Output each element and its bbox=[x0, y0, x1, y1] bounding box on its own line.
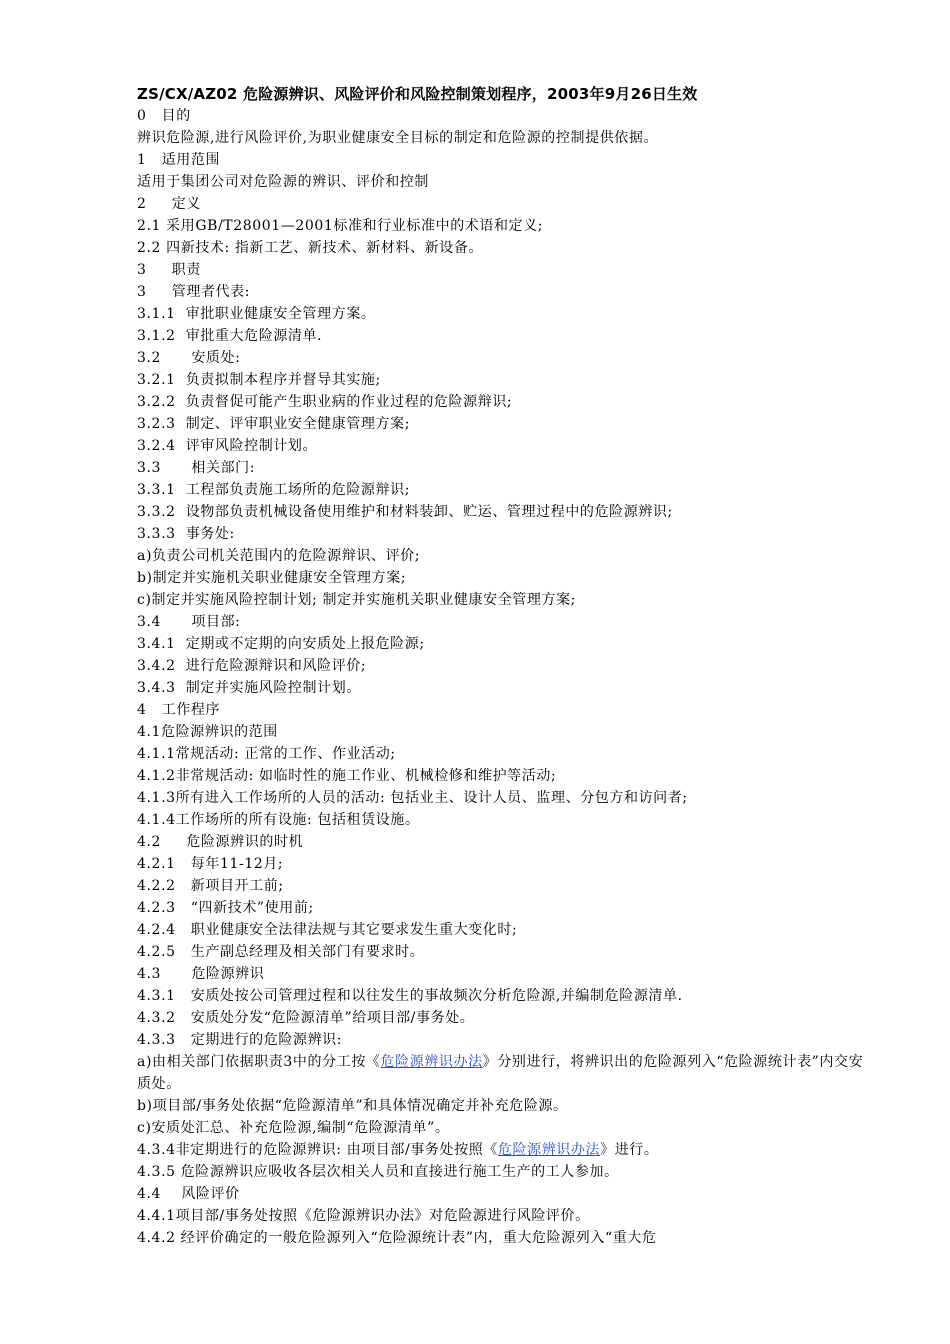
doc-line: 2 定义 bbox=[137, 196, 201, 212]
doc-line: 4.2.4 职业健康安全法律法规与其它要求发生重大变化时; bbox=[137, 922, 518, 938]
doc-line: 4.1.1常规活动: 正常的工作、作业活动; bbox=[137, 746, 396, 762]
line-434-suffix: 》进行。 bbox=[600, 1142, 659, 1158]
doc-line: 4.1危险源辨识的范围 bbox=[137, 724, 278, 740]
doc-line: 4.4.2 经评价确定的一般危险源列入“危险源统计表”内，重大危险源列入“重大危 bbox=[137, 1230, 657, 1246]
doc-line: c)制定并实施风险控制计划; 制定并实施机关职业健康安全管理方案; bbox=[137, 592, 576, 608]
doc-line: 3.4 项目部: bbox=[137, 614, 241, 630]
doc-line: b)项目部/事务处依据“危险源清单”和具体情况确定并补充危险源。 bbox=[137, 1098, 568, 1114]
doc-line: c)安质处汇总、补充危险源,编制“危险源清单”。 bbox=[137, 1120, 450, 1136]
doc-line: 2.2 四新技术: 指新工艺、新技术、新材料、新设备。 bbox=[137, 240, 484, 256]
doc-line: 1 适用范围 bbox=[137, 152, 221, 168]
doc-line: 3.2.1 负责拟制本程序并督导其实施; bbox=[137, 372, 381, 388]
doc-line: 4.4 风险评价 bbox=[137, 1186, 240, 1202]
hazard-method-link[interactable]: 危险源辨识办法 bbox=[380, 1054, 483, 1070]
doc-line: 4.1.3所有进入工作场所的人员的活动: 包括业主、设计人员、监理、分包方和访问者; bbox=[137, 790, 688, 806]
doc-line: 4.3.3 定期进行的危险源辨识: bbox=[137, 1032, 343, 1048]
doc-line: 4.3.1 安质处按公司管理过程和以往发生的事故频次分析危险源,并编制危险源清单. bbox=[137, 988, 683, 1004]
document-title: ZS/CX/AZ02 危险源辨识、风险评价和风险控制策划程序，2003年9月26日生效 bbox=[137, 85, 698, 103]
doc-line-434 bbox=[137, 1139, 877, 1161]
doc-line: 4.1.2非常规活动: 如临时性的施工作业、机械检修和维护等活动; bbox=[137, 768, 557, 784]
doc-line: 4 工作程序 bbox=[137, 702, 221, 718]
doc-line: 3.3.1 工程部负责施工场所的危险源辩识; bbox=[137, 482, 411, 498]
doc-line: 0 目的 bbox=[137, 108, 191, 124]
doc-line: 4.3 危险源辨识 bbox=[137, 966, 265, 982]
doc-line: 3.4.1 定期或不定期的向安质处上报危险源; bbox=[137, 636, 425, 652]
doc-line: 4.2.2 新项目开工前; bbox=[137, 878, 284, 894]
doc-line: 4.4.1项目部/事务处按照《危险源辨识办法》对危险源进行风险评价。 bbox=[137, 1208, 590, 1224]
doc-line: 4.1.4工作场所的所有设施: 包括租赁设施。 bbox=[137, 812, 420, 828]
doc-line: 适用于集团公司对危险源的辨识、评价和控制 bbox=[137, 174, 429, 190]
paragraph-a-suffix: 》分别进行，将辨识出的危险源列入“危险源统计表”内交安质处。 bbox=[137, 1054, 864, 1092]
doc-paragraph-a bbox=[137, 1051, 877, 1095]
doc-line: 3.3.2 设物部负责机械设备使用维护和材料装卸、贮运、管理过程中的危险源辨识; bbox=[137, 504, 673, 520]
doc-line: 4.3.5 危险源辨识应吸收各层次相关人员和直接进行施工生产的工人参加。 bbox=[137, 1164, 619, 1180]
doc-line: 3.2.4 评审风险控制计划。 bbox=[137, 438, 318, 454]
doc-line: 2.1 采用GB/T28001—2001标准和行业标准中的术语和定义; bbox=[137, 218, 544, 234]
doc-line: 4.3.2 安质处分发“危险源清单”给项目部/事务处。 bbox=[137, 1010, 475, 1026]
doc-line: 3.1.2 审批重大危险源清单. bbox=[137, 328, 323, 344]
doc-line: 3.4.3 制定并实施风险控制计划。 bbox=[137, 680, 361, 696]
doc-line: 3.4.2 进行危险源辩识和风险评价; bbox=[137, 658, 367, 674]
doc-line: 4.2.5 生产副总经理及相关部门有要求时。 bbox=[137, 944, 425, 960]
doc-line: 4.2.3 “四新技术”使用前; bbox=[137, 900, 314, 916]
line-434-prefix: 4.3.4非定期进行的危险源辨识: 由项目部/事务处按照《 bbox=[137, 1142, 498, 1158]
doc-line: 3 职责 bbox=[137, 262, 201, 278]
paragraph-a-prefix: a)由相关部门依据职责3中的分工按《 bbox=[137, 1054, 381, 1070]
doc-line: 3.1.1 审批职业健康安全管理方案。 bbox=[137, 306, 376, 322]
doc-line: 3.2.2 负责督促可能产生职业病的作业过程的危险源辩识; bbox=[137, 394, 513, 410]
doc-line: 3.2 安质处: bbox=[137, 350, 241, 366]
doc-line: 3.3 相关部门: bbox=[137, 460, 256, 476]
doc-line: b)制定并实施机关职业健康安全管理方案; bbox=[137, 570, 407, 586]
doc-line: 辨识危险源,进行风险评价,为职业健康安全目标的制定和危险源的控制提供依据。 bbox=[137, 130, 659, 146]
doc-line: 4.2 危险源辨识的时机 bbox=[137, 834, 304, 850]
hazard-method-link[interactable]: 危险源辨识办法 bbox=[497, 1142, 601, 1158]
doc-line: 3.2.3 制定、评审职业安全健康管理方案; bbox=[137, 416, 411, 432]
document-body bbox=[137, 83, 877, 1249]
doc-line: 3 管理者代表: bbox=[137, 284, 251, 300]
doc-line: 4.2.1 每年11-12月; bbox=[137, 856, 284, 872]
doc-line: 3.3.3 事务处: bbox=[137, 526, 235, 542]
doc-line: a)负责公司机关范围内的危险源辩识、评价; bbox=[137, 548, 421, 564]
